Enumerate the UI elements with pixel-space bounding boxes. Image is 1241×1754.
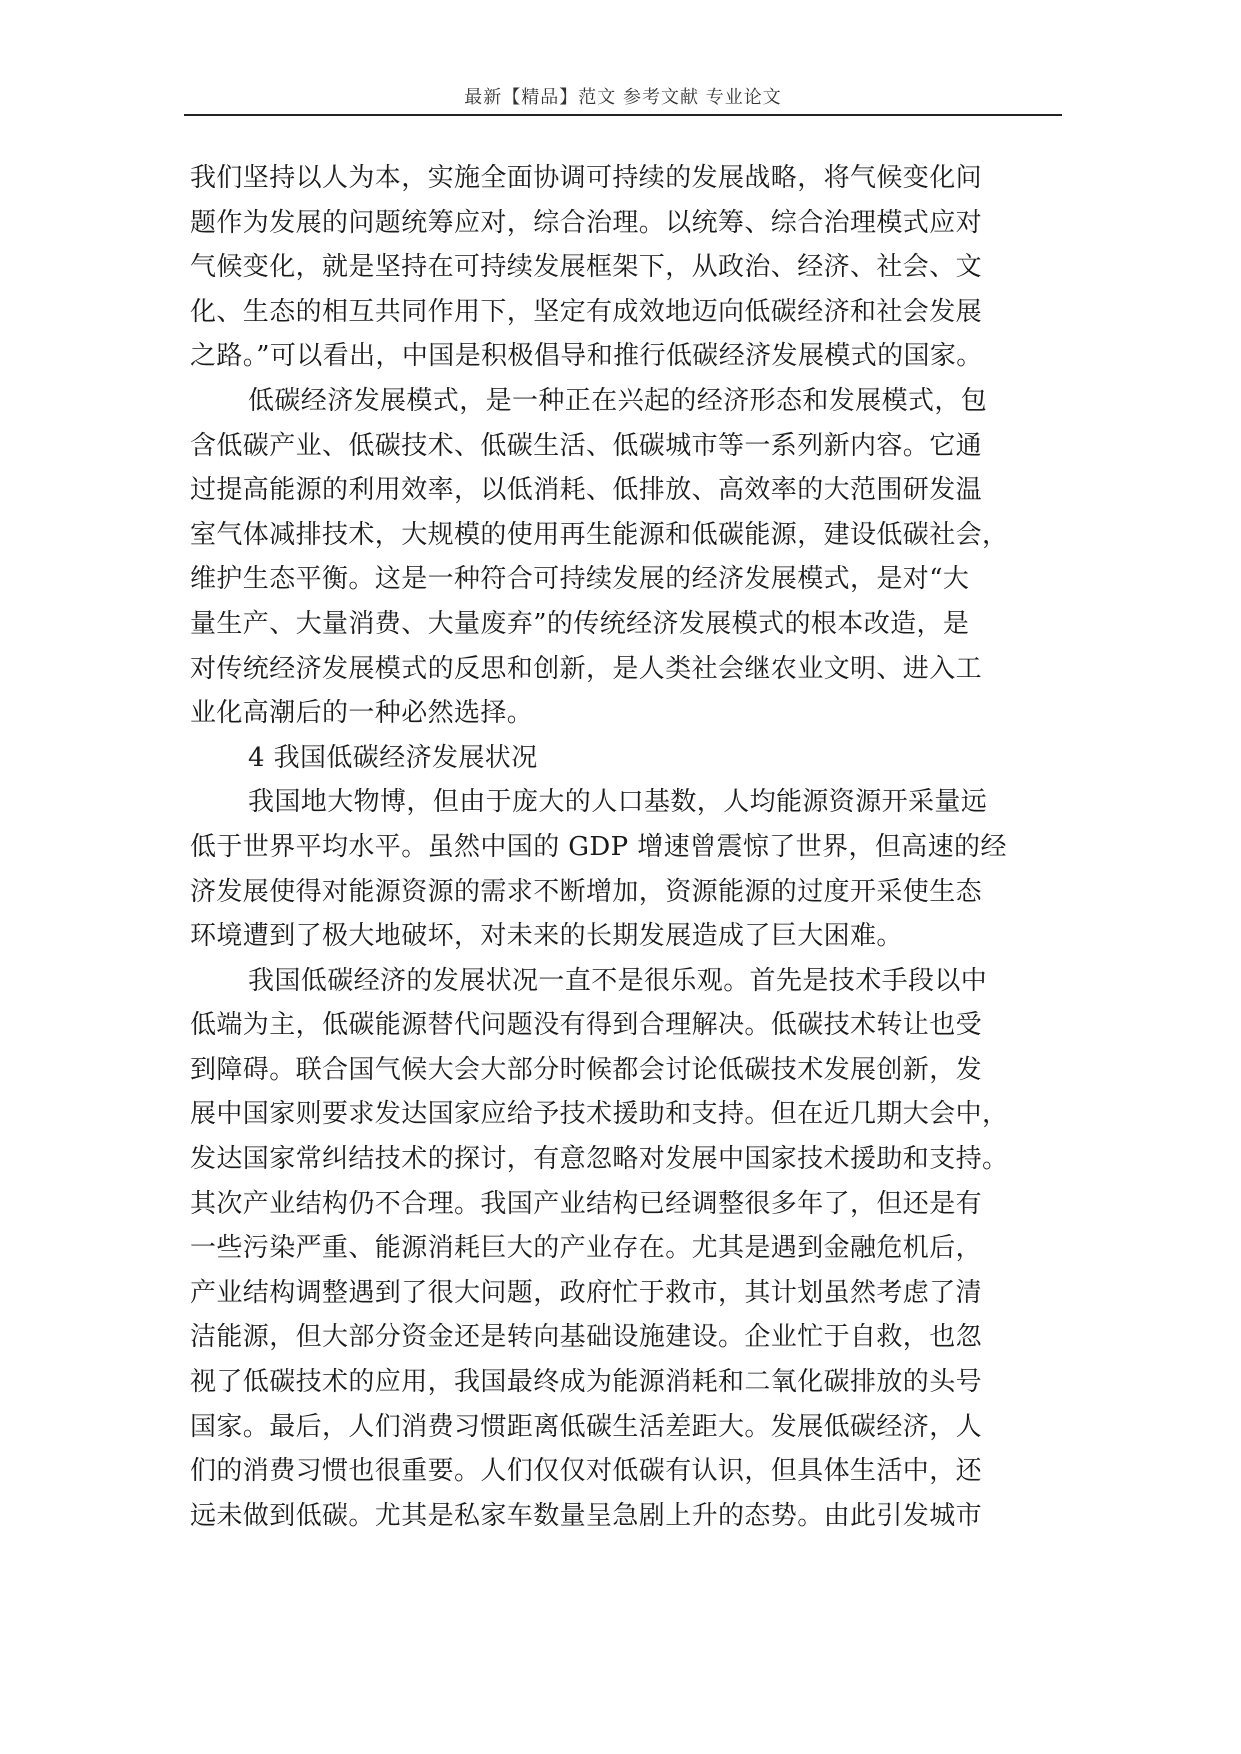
paragraph-first-line: 我国地大物博，但由于庞大的人口基数，人均能源资源开采量远 (248, 787, 988, 818)
text-line: 业化高潮后的一种必然选择。 (190, 698, 534, 729)
text-line: 其次产业结构仍不合理。我国产业结构已经调整很多年了，但还是有 (190, 1188, 983, 1219)
section-heading: 4 我国低碳经济发展状况 (248, 742, 538, 773)
text-line: 产业结构调整遇到了很大问题，政府忙于救市，其计划虽然考虑了清 (190, 1277, 983, 1308)
header-rule (184, 114, 1062, 116)
text-line: 视了低碳技术的应用，我国最终成为能源消耗和二氧化碳排放的头号 (190, 1367, 983, 1398)
text-line: 到障碍。联合国气候大会大部分时候都会讨论低碳技术发展创新，发 (190, 1054, 983, 1085)
text-line: 之路。”可以看出，中国是积极倡导和推行低碳经济发展模式的国家。 (190, 341, 983, 372)
running-header: 最新【精品】范文 参考文献 专业论文 (464, 87, 782, 108)
text-line: 环境遭到了极大地破坏，对未来的长期发展造成了巨大困难。 (190, 921, 903, 952)
text-line: 国家。最后，人们消费习惯距离低碳生活差距大。发展低碳经济，人 (190, 1411, 983, 1442)
text-line: 济发展使得对能源资源的需求不断增加，资源能源的过度开采使生态 (190, 876, 983, 907)
text-line: 低端为主，低碳能源替代问题没有得到合理解决。低碳技术转让也受 (190, 1010, 983, 1041)
text-line: 题作为发展的问题统筹应对，综合治理。以统筹、综合治理模式应对 (190, 207, 983, 238)
text-line: 过提高能源的利用效率，以低消耗、低排放、高效率的大范围研发温 (190, 475, 983, 506)
paragraph-first-line: 我国低碳经济的发展状况一直不是很乐观。首先是技术手段以中 (248, 965, 988, 996)
text-line: 我们坚持以人为本，实施全面协调可持续的发展战略，将气候变化问 (190, 163, 983, 193)
text-line: 低于世界平均水平。虽然中国的 GDP 增速曾震惊了世界，但高速的经 (190, 831, 1007, 862)
text-line: 洁能源，但大部分资金还是转向基础设施建设。企业忙于自救，也忽 (190, 1322, 983, 1353)
text-line: 室气体减排技术，大规模的使用再生能源和低碳能源，建设低碳社会， (190, 519, 1009, 550)
text-line: 含低碳产业、低碳技术、低碳生活、低碳城市等一系列新内容。它通 (190, 430, 983, 461)
text-line: 远未做到低碳。尤其是私家车数量呈急剧上升的态势。由此引发城市 (190, 1500, 983, 1531)
text-line: 化、生态的相互共同作用下，坚定有成效地迈向低碳经济和社会发展 (190, 296, 983, 327)
text-line: 展中国家则要求发达国家应给予技术援助和支持。但在近几期大会中， (190, 1099, 1009, 1130)
text-line: 发达国家常纠结技术的探讨，有意忽略对发展中国家技术援助和支持。 (190, 1144, 1009, 1175)
text-line: 维护生态平衡。这是一种符合可持续发展的经济发展模式，是对“大 (190, 564, 970, 595)
text-line: 们的消费习惯也很重要。人们仅仅对低碳有认识，但具体生活中，还 (190, 1456, 983, 1487)
paragraph-first-line: 低碳经济发展模式，是一种正在兴起的经济形态和发展模式，包 (248, 385, 988, 416)
text-line: 一些污染严重、能源消耗巨大的产业存在。尤其是遇到金融危机后， (190, 1233, 983, 1264)
body-text (190, 156, 1054, 1538)
text-line: 对传统经济发展模式的反思和创新，是人类社会继农业文明、进入工 (190, 653, 983, 684)
text-line: 量生产、大量消费、大量废弃”的传统经济发展模式的根本改造，是 (190, 608, 970, 639)
text-line: 气候变化，就是坚持在可持续发展框架下，从政治、经济、社会、文 (190, 252, 983, 283)
